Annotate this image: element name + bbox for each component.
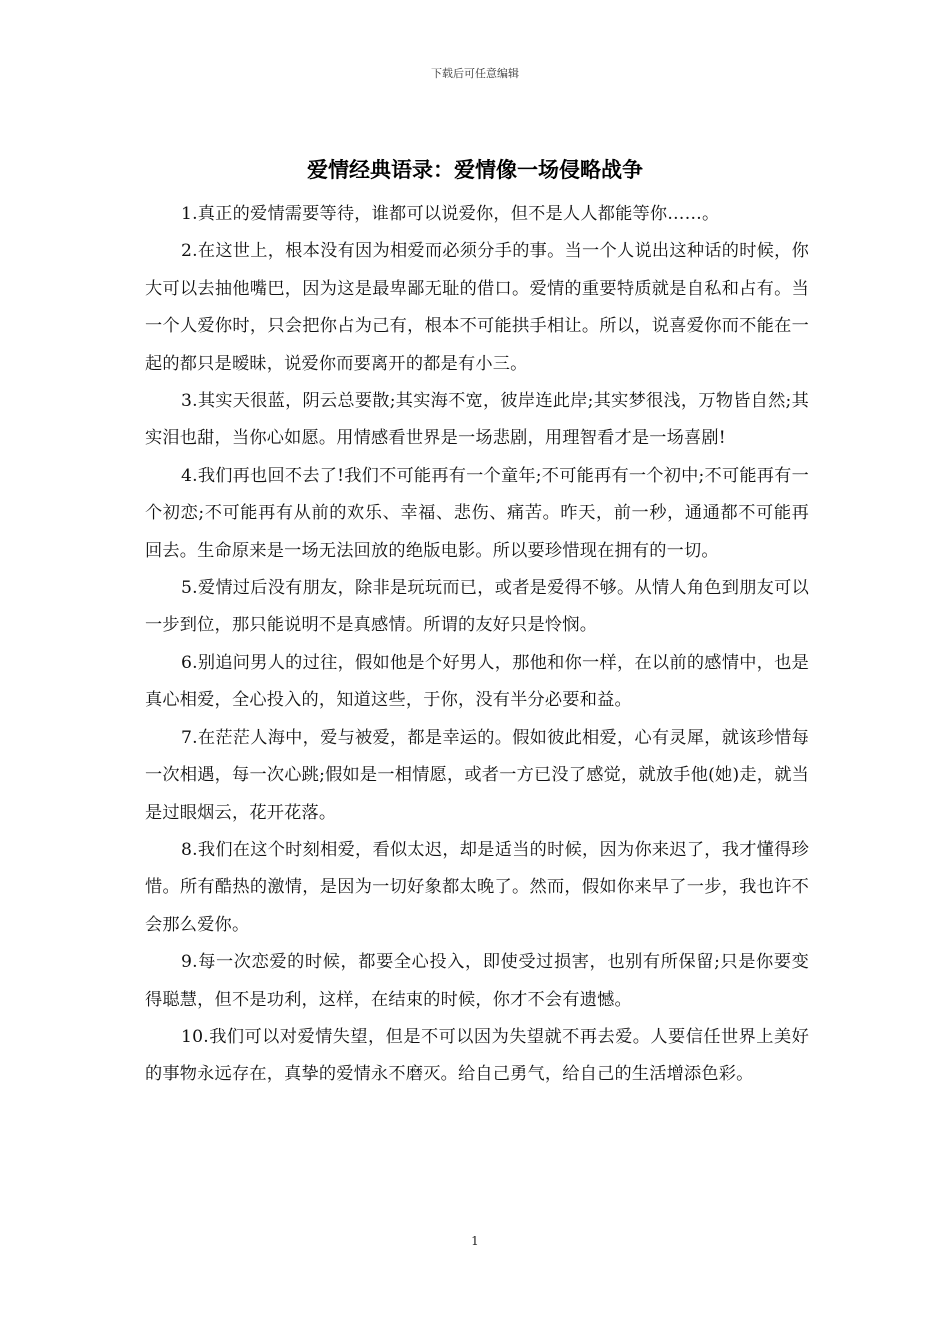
header-note: 下载后可任意编辑 [431,67,519,80]
quote-paragraph-4: 4.我们再也回不去了!我们不可能再有一个童年;不可能再有一个初中;不可能再有一个初恋;不可能再有从前的欢乐、幸福、悲伤、痛苦。昨天，前一秒，通通都不可能再回去。生命原来是一场无法回放的绝版电影。所以要珍惜现在拥有的一切。 [145,465,809,561]
quote-paragraph-1: 1.真正的爱情需要等待，谁都可以说爱你，但不是人人都能等你……。 [181,204,720,224]
quote-paragraph-10: 10.我们可以对爱情失望，但是不可以因为失望就不再去爱。人要信任世界上美好的事物永远存在，真挚的爱情永不磨灭。给自己勇气，给自己的生活增添色彩。 [145,1026,809,1085]
quote-paragraph-8: 8.我们在这个时刻相爱，看似太迟，却是适当的时候，因为你来迟了，我才懂得珍惜。所有酷热的激情，是因为一切好象都太晚了。然而，假如你来早了一步，我也许不会那么爱你。 [145,839,809,935]
quote-paragraph-5: 5.爱情过后没有朋友，除非是玩玩而已，或者是爱得不够。从情人角色到朋友可以一步到位，那只能说明不是真感情。所谓的友好只是怜悯。 [145,578,809,636]
quote-paragraph-9: 9.每一次恋爱的时候，都要全心投入，即使受过损害，也别有所保留;只是你要变得聪慧，但不是功利，这样，在结束的时候，你才不会有遗憾。 [145,952,809,1010]
page-number: 1 [471,1234,479,1248]
document-title: 爱情经典语录：爱情像一场侵略战争 [307,158,643,182]
quote-paragraph-6: 6.别追问男人的过往，假如他是个好男人，那他和你一样，在以前的感情中，也是真心相爱，全心投入的，知道这些，于你，没有半分必要和益。 [145,652,809,711]
quote-paragraph-2: 2.在这世上，根本没有因为相爱而必须分手的事。当一个人说出这种话的时候，你大可以去抽他嘴巴，因为这是最卑鄙无耻的借口。爱情的重要特质就是自私和占有。当一个人爱你时，只会把你占为己有，根本不可能拱手相让。所以，说喜爱你而不能在一起的都只是暧昧，说爱你而要离开的都是有小三。 [145,241,809,374]
quote-paragraph-3: 3.其实天很蓝，阴云总要散;其实海不宽，彼岸连此岸;其实梦很浅，万物皆自然;其实泪也甜，当你心如愿。用情感看世界是一场悲剧，用理智看才是一场喜剧! [145,391,809,449]
document-body [145,196,809,1094]
quote-paragraph-7: 7.在茫茫人海中，爱与被爱，都是幸运的。假如彼此相爱，心有灵犀，就该珍惜每一次相遇，每一次心跳;假如是一相情愿，或者一方已没了感觉，就放手他(她)走，就当是过眼烟云，花开花落。 [145,727,809,823]
